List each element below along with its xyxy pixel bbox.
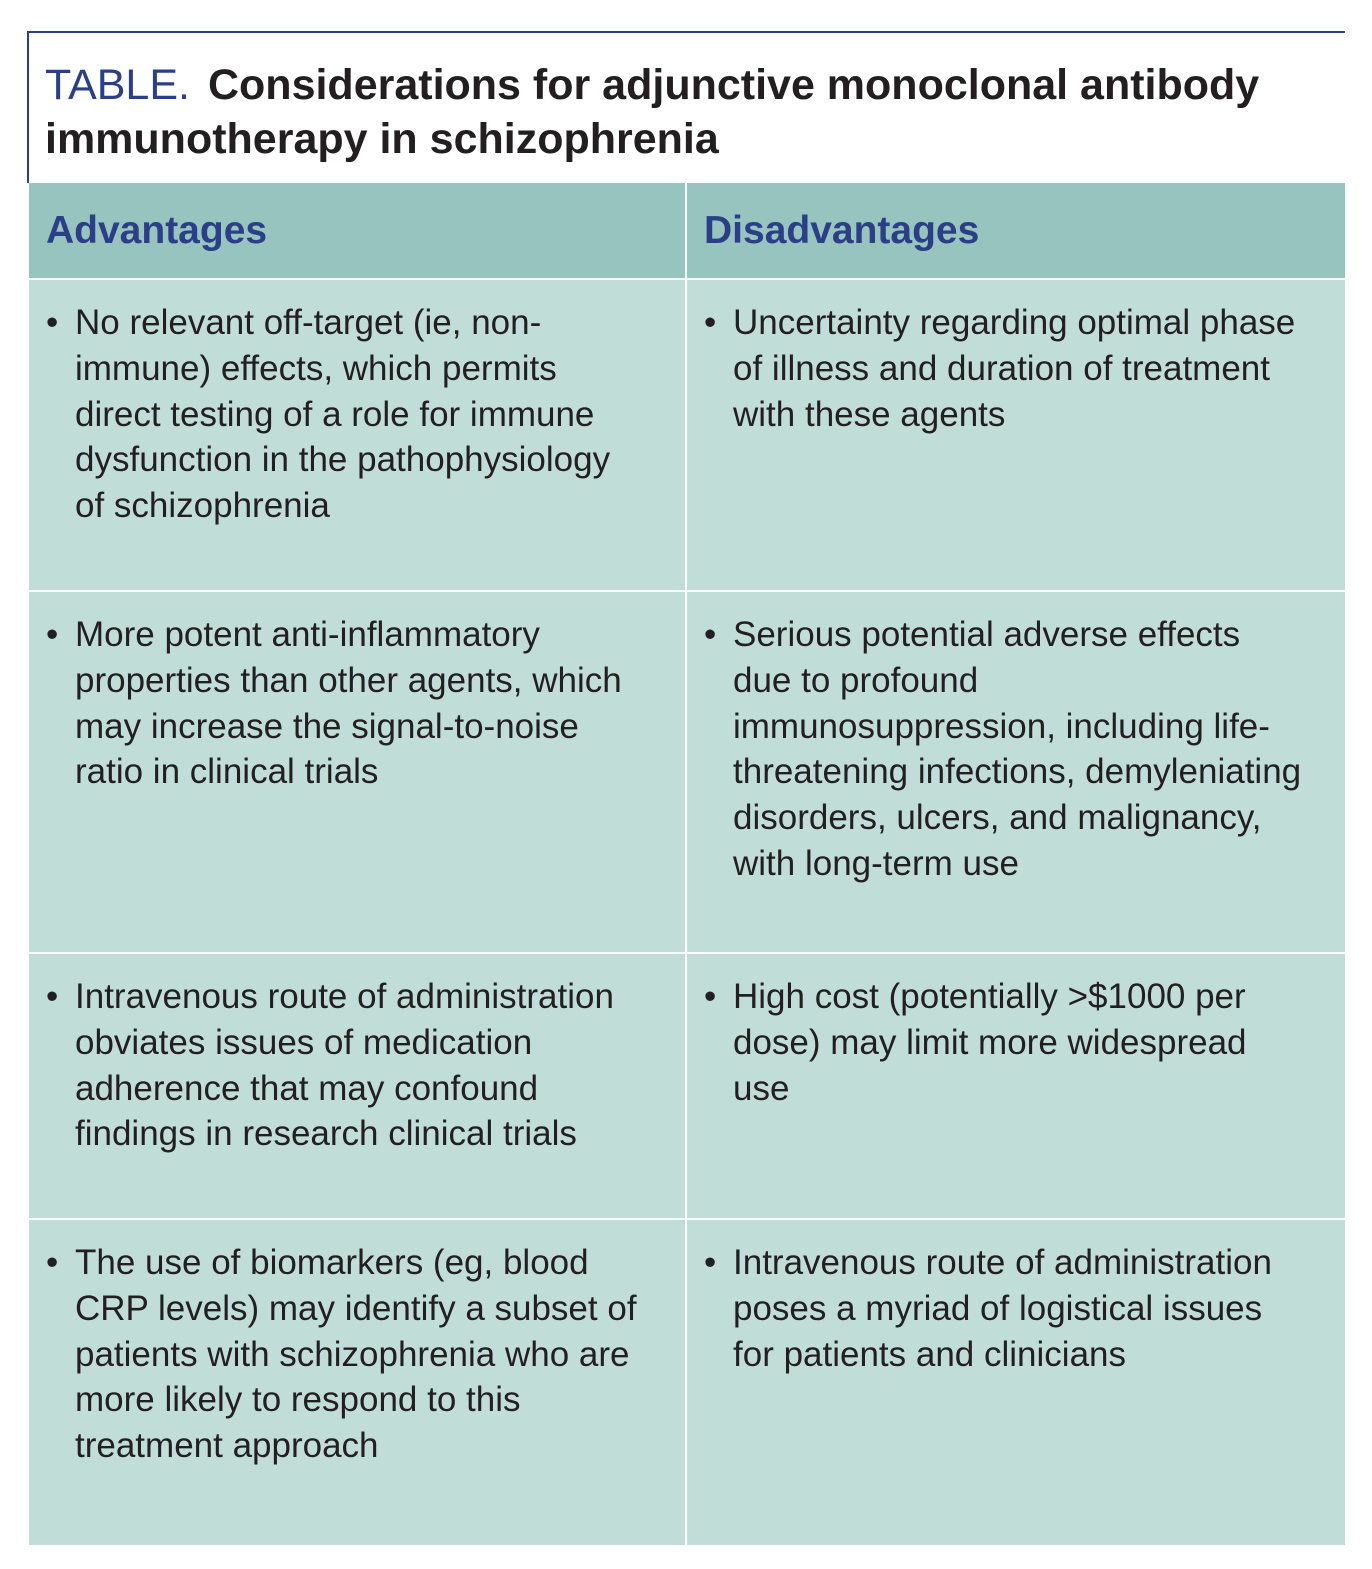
bullet-icon: •	[46, 303, 59, 342]
disadvantage-text: Uncertainty regarding optimal phase of illness and duration of treatment with these agents	[733, 303, 1296, 434]
frame-left-rule	[27, 31, 29, 183]
advantage-text: No relevant off-target (ie, non-immune) effects, which permits direct testing of a role for immune dysfunction in the pathophysiology of schizophrenia	[75, 303, 611, 526]
bullet-icon: •	[46, 615, 59, 654]
header-advantages: Advantages	[29, 183, 686, 279]
considerations-table	[29, 183, 1345, 1545]
disadvantage-cell	[686, 279, 1345, 591]
table-label: TABLE.	[45, 61, 190, 109]
frame-top-rule	[27, 31, 1345, 33]
header-row	[29, 183, 1345, 279]
bullet-icon: •	[46, 1243, 59, 1282]
disadvantage-cell	[686, 1219, 1345, 1545]
table-row	[29, 279, 1345, 591]
header-disadvantages: Disadvantages	[686, 183, 1345, 279]
table-row	[29, 953, 1345, 1219]
table-row	[29, 591, 1345, 953]
table-row	[29, 1219, 1345, 1545]
bullet-icon: •	[704, 303, 717, 342]
advantage-text: Intravenous route of administration obviates issues of medication adherence that may confound findings in research clinical trials	[75, 977, 614, 1154]
bullet-icon: •	[704, 615, 717, 654]
advantage-text: More potent anti-inflammatory properties than other agents, which may increase the signal-to-noise ratio in clinical trials	[75, 615, 622, 792]
advantage-cell	[29, 591, 686, 953]
table-title-text: Considerations for adjunctive monoclonal antibody immunotherapy in schizophrenia	[45, 61, 1260, 163]
advantage-cell	[29, 1219, 686, 1545]
advantage-cell	[29, 953, 686, 1219]
advantage-cell	[29, 279, 686, 591]
bullet-icon: •	[704, 1243, 717, 1282]
disadvantage-cell	[686, 953, 1345, 1219]
bullet-icon: •	[46, 977, 59, 1016]
disadvantage-text: Intravenous route of administration poses a myriad of logistical issues for patients and clinicians	[733, 1243, 1272, 1374]
disadvantage-cell	[686, 591, 1345, 953]
table-title	[45, 58, 1305, 166]
bullet-icon: •	[704, 977, 717, 1016]
disadvantage-text: High cost (potentially >$1000 per dose) may limit more widespread use	[733, 977, 1247, 1108]
advantage-text: The use of biomarkers (eg, blood CRP levels) may identify a subset of patients with schizophrenia who are more likely to respond to this treatment approach	[75, 1243, 637, 1466]
disadvantage-text: Serious potential adverse effects due to profound immunosuppression, including life-threatening infections, demyleniating disorders, ulcers, and malignancy, with long-term use	[733, 615, 1302, 883]
